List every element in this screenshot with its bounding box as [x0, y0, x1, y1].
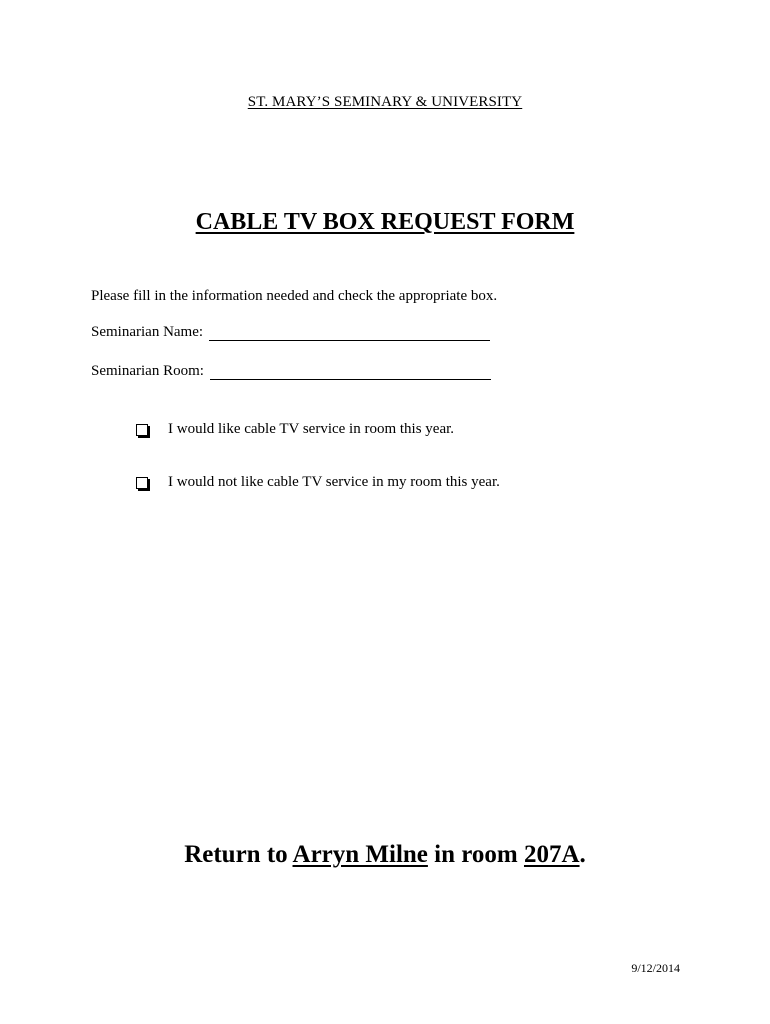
no-cable-label: I would not like cable TV service in my room this year.	[168, 474, 500, 490]
return-suffix: .	[579, 841, 586, 868]
form-instructions: Please fill in the information needed and check the appropriate box.	[91, 288, 498, 304]
option-want-cable	[136, 421, 454, 438]
seminarian-room-label: Seminarian Room:	[91, 363, 204, 379]
no-cable-checkbox[interactable]	[136, 477, 148, 489]
seminarian-name-field[interactable]	[209, 326, 490, 341]
option-no-cable	[136, 474, 500, 491]
return-middle: in room	[427, 841, 524, 868]
seminarian-name-row	[91, 324, 490, 341]
seminarian-room-field[interactable]	[210, 365, 491, 380]
return-prefix: Return to	[184, 841, 293, 868]
form-title: CABLE TV BOX REQUEST FORM	[195, 209, 575, 235]
want-cable-checkbox[interactable]	[136, 424, 148, 436]
want-cable-label: I would like cable TV service in room this year.	[168, 421, 455, 437]
return-instructions	[0, 841, 770, 869]
return-person: Arryn Milne	[292, 841, 428, 868]
seminarian-name-label: Seminarian Name:	[91, 324, 204, 340]
seminarian-room-row	[91, 363, 491, 380]
return-room: 207A	[523, 841, 580, 868]
institution-name: ST. MARY’S SEMINARY & UNIVERSITY	[247, 94, 523, 110]
document-date: 9/12/2014	[631, 961, 680, 975]
